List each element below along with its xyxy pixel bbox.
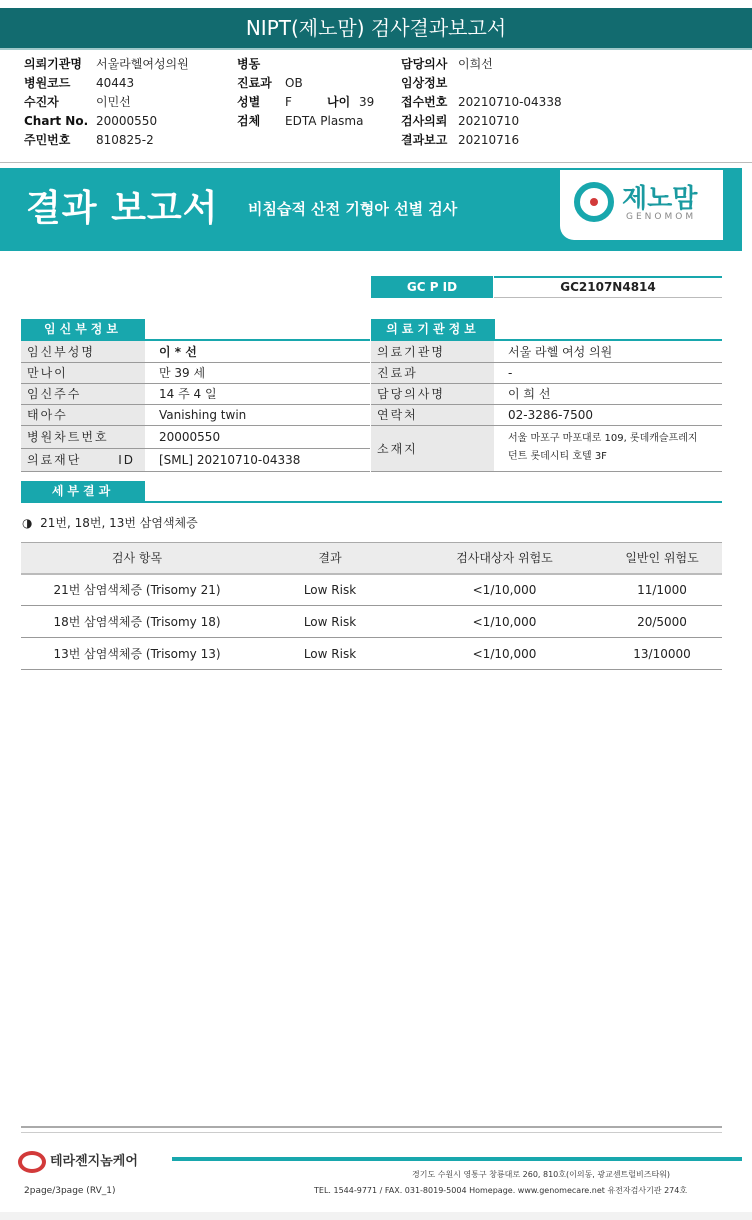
meta-value: EDTA Plasma (285, 114, 364, 128)
field-label: 태아수 (21, 404, 145, 425)
meta-value: 20210716 (458, 133, 520, 147)
field-label: 담당의사명 (371, 383, 494, 404)
detail-section-tab: 세부결과 (21, 481, 145, 501)
meta-column-1 (24, 55, 189, 150)
test-item: 13번 삼염색체증 (Trisomy 13) (21, 638, 253, 670)
gcp-id-label: GC P ID (371, 276, 493, 298)
genomom-logo (560, 170, 723, 240)
meta-label-age: 나이 (327, 95, 351, 109)
field-value: Vanishing twin (145, 404, 370, 425)
field-value: 서울 라헬 여성 의원 (494, 341, 722, 362)
general-risk: 13/10000 (602, 638, 722, 670)
meta-value: 이민선 (96, 95, 131, 109)
table-row (21, 448, 370, 471)
banner-title: 결과 보고서 (26, 188, 219, 229)
test-result: Low Risk (253, 638, 407, 670)
company-logo (18, 1150, 138, 1173)
detail-section-line (21, 501, 722, 503)
table-row (21, 606, 722, 638)
table-row (371, 383, 722, 404)
address-line-2: 던트 롯데시티 호텔 3F (508, 451, 607, 462)
meta-label: 담당의사 (401, 57, 448, 71)
title-underline (0, 48, 752, 50)
meta-label: 검체 (237, 114, 261, 128)
field-label: 만나이 (21, 362, 145, 383)
company-contact: TEL. 1544-9771 / FAX. 031-8019-5004 Homepage. www.genomecare.net 유전자검사기관 274호 (314, 1186, 688, 1195)
general-risk: 20/5000 (602, 606, 722, 638)
meta-value: 이희선 (458, 57, 493, 71)
field-value: 만 39 세 (145, 362, 370, 383)
meta-column-2 (237, 55, 374, 131)
result-table (21, 542, 722, 670)
table-row (21, 383, 370, 404)
table-header-row (21, 543, 722, 574)
header-divider (0, 162, 752, 163)
column-header: 결과 (253, 543, 407, 574)
field-label: 연락처 (371, 404, 494, 425)
detail-bullet (22, 514, 198, 531)
meta-column-3 (401, 55, 562, 150)
meta-value: OB (285, 76, 303, 90)
field-label: 소재지 (371, 425, 494, 471)
column-header: 일반인 위험도 (602, 543, 722, 574)
clinic-info-table (371, 341, 722, 472)
table-row (21, 341, 370, 362)
test-item: 18번 삼염색체증 (Trisomy 18) (21, 606, 253, 638)
half-circle-icon: ◑ (22, 516, 33, 530)
field-label: 진료과 (371, 362, 494, 383)
logo-text: 제노맘 (622, 184, 698, 214)
meta-value: 서울라헬여성의원 (96, 57, 189, 71)
result-banner (0, 168, 742, 251)
company-logo-icon (18, 1151, 46, 1173)
meta-value: 810825-2 (96, 133, 154, 147)
meta-value: 20000550 (96, 114, 158, 128)
patient-section-tab: 임신부정보 (21, 319, 145, 339)
meta-value: 40443 (96, 76, 135, 90)
meta-label: 검사의뢰 (401, 114, 448, 128)
patient-info-table (21, 341, 370, 472)
test-result: Low Risk (253, 574, 407, 606)
table-row (371, 362, 722, 383)
footer-accent-bar (172, 1157, 742, 1161)
field-label: 임신주수 (21, 383, 145, 404)
subject-risk: <1/10,000 (407, 638, 602, 670)
table-row (371, 341, 722, 362)
field-value: 이 * 선 (145, 341, 370, 362)
field-value-address (494, 425, 722, 471)
field-value: 20000550 (145, 425, 370, 448)
banner-subtitle: 비침습적 산전 기형아 선별 검사 (248, 200, 458, 218)
column-header: 검사 항목 (21, 543, 253, 574)
meta-value: 20210710-04338 (458, 95, 562, 109)
meta-label: 결과보고 (401, 133, 448, 147)
field-label: 임신부성명 (21, 341, 145, 362)
meta-label: 의뢰기관명 (24, 57, 82, 71)
field-value: 14 주 4 일 (145, 383, 370, 404)
meta-label: 접수번호 (401, 95, 448, 109)
page-indicator: 2page/3page (RV_1) (24, 1186, 116, 1196)
meta-value: F (285, 95, 292, 109)
clinic-section-tab: 의료기관정보 (371, 319, 495, 339)
field-label: 병원차트번호 (21, 425, 145, 448)
field-value: 02-3286-7500 (494, 404, 722, 425)
meta-label: 성별 (237, 95, 261, 109)
table-row (371, 404, 722, 425)
field-value: [SML] 20210710-04338 (145, 448, 370, 471)
field-value: 이 희 선 (494, 383, 722, 404)
table-row (21, 574, 722, 606)
field-value: - (494, 362, 722, 383)
meta-label: 임상정보 (401, 76, 448, 90)
meta-label: 병원코드 (24, 76, 71, 90)
meta-value: 20210710 (458, 114, 520, 128)
subject-risk: <1/10,000 (407, 606, 602, 638)
table-row (21, 404, 370, 425)
meta-value-age: 39 (359, 95, 375, 109)
meta-label: Chart No. (24, 114, 89, 128)
footer-divider (21, 1126, 722, 1128)
company-name: 테라젠지놈케어 (50, 1154, 138, 1169)
table-row (371, 425, 722, 471)
address-line-1: 서울 마포구 마포대로 109, 롯데캐슬프레지 (508, 433, 698, 444)
meta-label: 수진자 (24, 95, 59, 109)
bullet-text: 21번, 18번, 13번 삼염색체증 (40, 516, 198, 530)
logo-mark-icon (574, 182, 614, 222)
field-label: 의료재단 ID (21, 448, 145, 471)
table-row (21, 362, 370, 383)
test-item: 21번 삼염색체증 (Trisomy 21) (21, 574, 253, 606)
gcp-id-value: GC2107N4814 (494, 276, 722, 298)
test-result: Low Risk (253, 606, 407, 638)
general-risk: 11/1000 (602, 574, 722, 606)
footer-divider-thin (21, 1132, 722, 1133)
column-header: 검사대상자 위험도 (407, 543, 602, 574)
subject-risk: <1/10,000 (407, 574, 602, 606)
table-row (21, 425, 370, 448)
meta-label: 주민번호 (24, 133, 71, 147)
table-row (21, 638, 722, 670)
logo-subtext: GENOMOM (626, 212, 697, 222)
field-label: 의료기관명 (371, 341, 494, 362)
meta-label: 병동 (237, 57, 261, 71)
company-address: 경기도 수원시 영통구 창룡대로 260, 810호(이의동, 광교센트럴비즈타워) (412, 1170, 671, 1179)
meta-label: 진료과 (237, 76, 272, 90)
report-title: NIPT(제노맘) 검사결과보고서 (0, 8, 752, 48)
